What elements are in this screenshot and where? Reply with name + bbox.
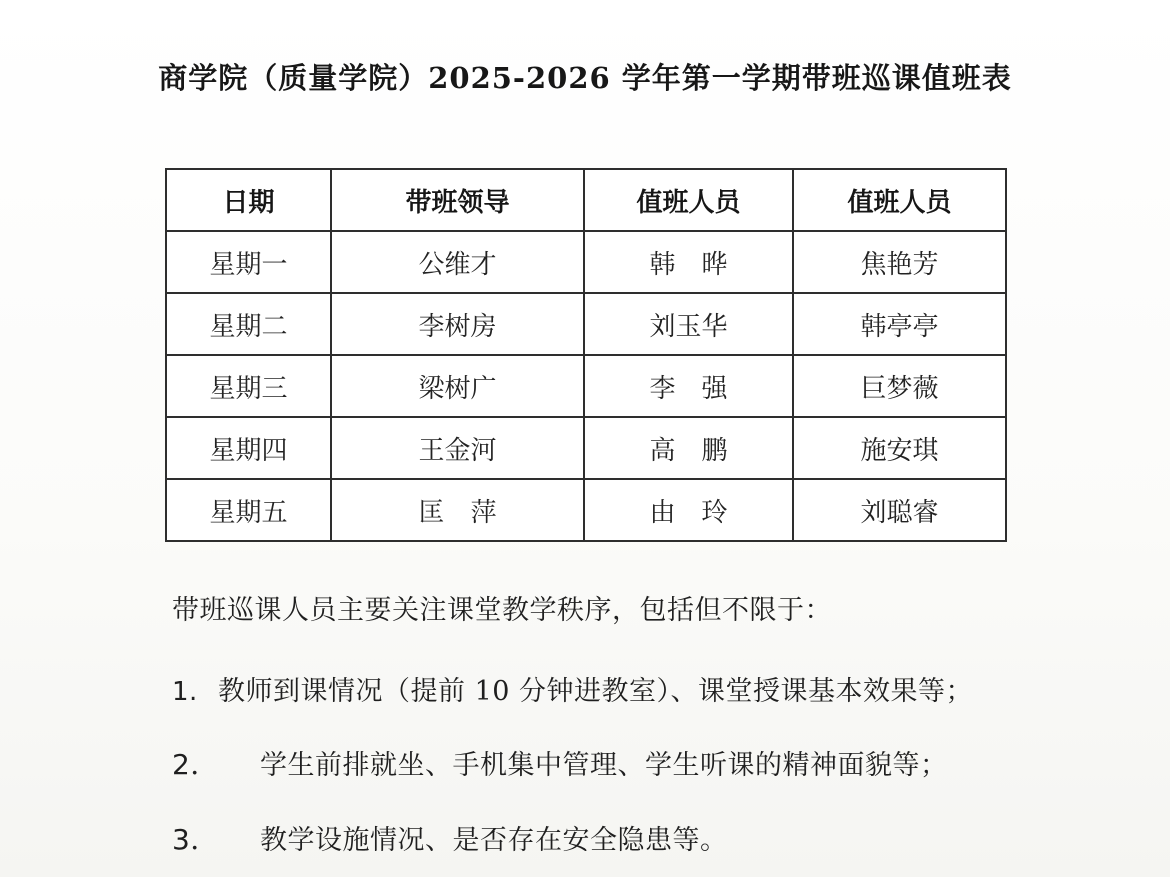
cell-day: 星期一 — [166, 231, 331, 293]
cell-duty-2: 施安琪 — [793, 417, 1006, 479]
table-header-row — [166, 169, 1006, 231]
cell-leader: 公维才 — [331, 231, 584, 293]
note-number: 3． — [172, 823, 219, 856]
duty-schedule-table — [165, 168, 1007, 542]
header-duty-staff-1: 值班人员 — [584, 169, 793, 231]
header-leader: 带班领导 — [331, 169, 584, 231]
note-text: 教师到课情况（提前 10 分钟进教室）、课堂授课基本效果等； — [218, 676, 974, 707]
cell-leader: 梁树广 — [331, 355, 584, 417]
note-item-3 — [172, 818, 1032, 858]
cell-leader: 李树房 — [331, 293, 584, 355]
table-row — [166, 293, 1006, 355]
header-duty-staff-2: 值班人员 — [793, 169, 1006, 231]
note-text: 学生前排就坐、手机集中管理、学生听课的精神面貌等； — [260, 750, 948, 781]
table-row — [166, 479, 1006, 541]
header-date: 日期 — [166, 169, 331, 231]
cell-duty-1: 李 强 — [584, 355, 793, 417]
page-title: 商学院（质量学院）2025-2026 学年第一学期带班巡课值班表 — [158, 61, 1012, 95]
cell-duty-2: 刘聪睿 — [793, 479, 1006, 541]
notes-section — [172, 588, 1032, 877]
cell-day: 星期五 — [166, 479, 331, 541]
cell-duty-2: 焦艳芳 — [793, 231, 1006, 293]
table-row — [166, 231, 1006, 293]
cell-leader: 匡 萍 — [331, 479, 584, 541]
cell-duty-1: 由 玲 — [584, 479, 793, 541]
cell-duty-1: 高 鹏 — [584, 417, 793, 479]
cell-day: 星期二 — [166, 293, 331, 355]
cell-day: 星期三 — [166, 355, 331, 417]
note-item-1 — [172, 669, 1032, 708]
cell-duty-1: 刘玉华 — [584, 293, 793, 355]
table-row — [166, 417, 1006, 479]
cell-leader: 王金河 — [331, 417, 584, 479]
note-text: 教学设施情况、是否存在安全隐患等。 — [260, 825, 728, 856]
cell-duty-2: 巨梦薇 — [793, 355, 1006, 417]
cell-duty-2: 韩亭亭 — [793, 293, 1006, 355]
notes-intro: 带班巡课人员主要关注课堂教学秩序，包括但不限于： — [172, 595, 832, 626]
note-number: 1. — [172, 677, 198, 707]
cell-day: 星期四 — [166, 417, 331, 479]
note-item-2 — [172, 743, 1032, 783]
cell-duty-1: 韩 晔 — [584, 231, 793, 293]
note-number: 2． — [172, 748, 219, 781]
table-row — [166, 355, 1006, 417]
